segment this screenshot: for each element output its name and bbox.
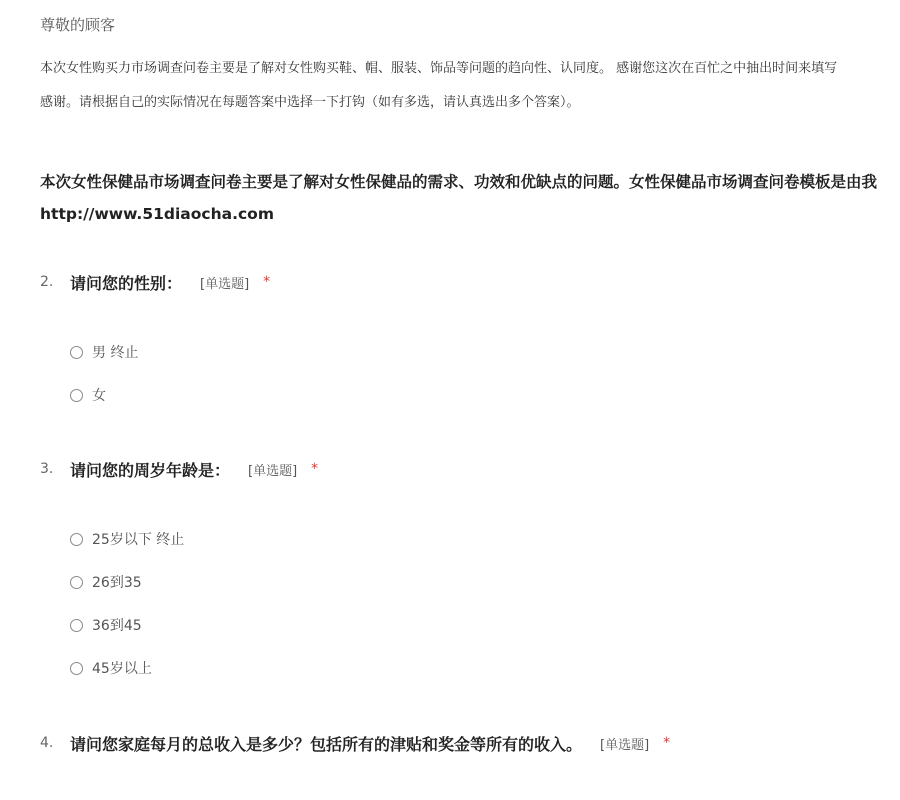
radio-button-icon[interactable] — [70, 662, 83, 675]
question-4-header — [40, 731, 670, 755]
option-radio-female[interactable] — [70, 385, 106, 405]
intro-text-line-2: 感谢。请根据自己的实际情况在每题答案中选择一下打钩（如有多选，请认真选出多个答案）。 — [40, 95, 580, 110]
question-number: 4. — [40, 735, 54, 751]
radio-button-icon[interactable] — [70, 619, 83, 632]
option-radio-age-26-35[interactable] — [70, 572, 142, 592]
radio-button-icon[interactable] — [70, 389, 83, 402]
required-marker: * — [311, 461, 319, 477]
question-title: 请问您的周岁年龄是： — [70, 460, 231, 480]
option-radio-age-over-45[interactable] — [70, 658, 152, 678]
option-radio-male[interactable] — [70, 342, 138, 362]
survey-notice-line-1: 本次女性保健品市场调查问卷主要是了解对女性保健品的需求、功效和优缺点的问题。女性保健品市场调查问卷模板是由我 — [40, 173, 878, 191]
option-label: 25岁以下 终止 — [92, 532, 185, 548]
question-title: 请问您家庭每月的总收入是多少？包括所有的津贴和奖金等所有的收入。 — [70, 734, 583, 754]
radio-button-icon[interactable] — [70, 533, 83, 546]
question-type-badge: [单选题] — [200, 276, 250, 292]
radio-button-icon[interactable] — [70, 576, 83, 589]
question-number: 3. — [40, 461, 54, 477]
required-marker: * — [663, 735, 671, 751]
question-title: 请问您的性别： — [70, 273, 183, 293]
option-radio-age-36-45[interactable] — [70, 615, 142, 635]
question-number: 2. — [40, 274, 54, 290]
option-label: 女 — [92, 388, 106, 404]
option-radio-age-under-25[interactable] — [70, 529, 184, 549]
question-type-badge: [单选题] — [600, 737, 650, 753]
option-label: 36到45 — [92, 618, 142, 634]
question-2-header — [40, 270, 270, 294]
option-label: 45岁以上 — [92, 661, 152, 677]
greeting: 尊敬的顾客 — [40, 16, 116, 34]
required-marker: * — [263, 274, 271, 290]
radio-button-icon[interactable] — [70, 346, 83, 359]
question-3-header — [40, 457, 318, 481]
option-label: 26到35 — [92, 575, 142, 591]
question-type-badge: [单选题] — [248, 463, 298, 479]
option-label: 男 终止 — [92, 345, 139, 361]
survey-notice-url: http://www.51diaocha.com — [40, 205, 274, 223]
intro-text-line-1: 本次女性购买力市场调查问卷主要是了解对女性购买鞋、帽、服装、饰品等问题的趋向性、认同度。 感谢您这次在百忙之中抽出时间来填写 — [40, 61, 838, 76]
